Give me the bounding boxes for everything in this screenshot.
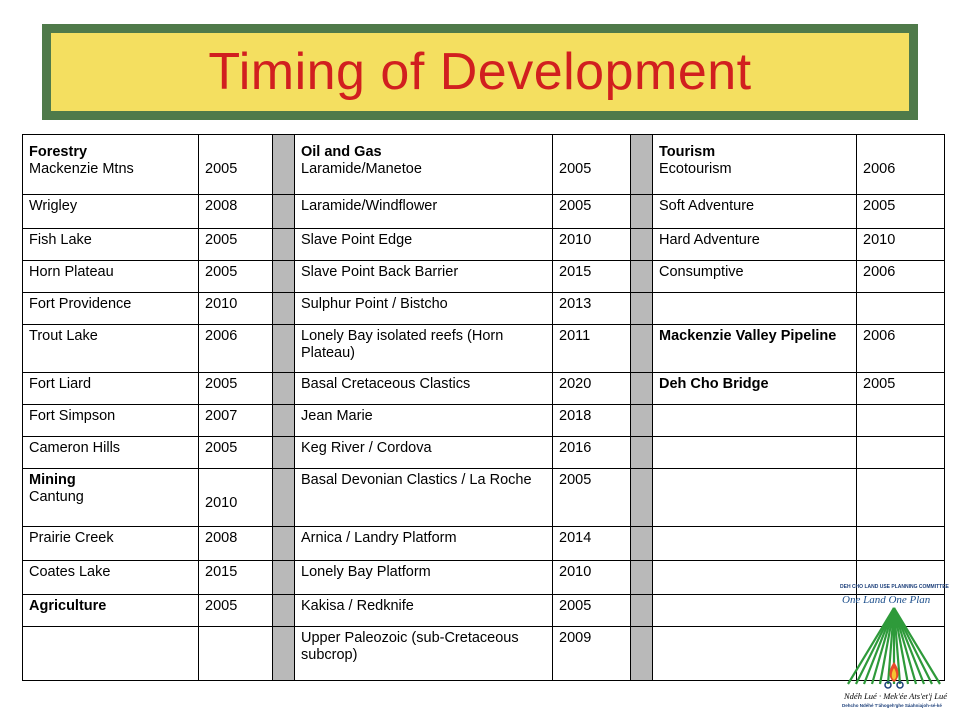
oil-gas-year: 2014	[553, 527, 631, 561]
oil-gas-name: Laramide/Manetoe	[301, 161, 422, 177]
tourism-name: Soft Adventure	[653, 195, 857, 229]
forestry-name: Fort Simpson	[23, 405, 199, 437]
column-separator	[273, 469, 295, 527]
column-separator	[273, 437, 295, 469]
oil-gas-name: Kakisa / Redknife	[295, 595, 553, 627]
agriculture-heading: Agriculture	[23, 595, 199, 627]
table-row	[23, 405, 945, 437]
column-separator	[631, 469, 653, 527]
empty-cell	[857, 437, 945, 469]
forestry-year: 2007	[199, 405, 273, 437]
committee-logo	[836, 584, 954, 716]
column-separator	[631, 261, 653, 293]
forestry-name: Fort Providence	[23, 293, 199, 325]
mining-cell	[23, 469, 199, 527]
oil-gas-year: 2005	[553, 195, 631, 229]
tourism-year: 2006	[863, 161, 896, 177]
forestry-name: Fort Liard	[23, 373, 199, 405]
column-separator	[273, 527, 295, 561]
tourism-heading: Tourism	[659, 144, 716, 160]
mining-name: Cantung	[29, 489, 84, 505]
oil-gas-name: Arnica / Landry Platform	[295, 527, 553, 561]
table-row	[23, 135, 945, 195]
empty-cell	[653, 527, 857, 561]
oil-gas-year: 2015	[553, 261, 631, 293]
empty-cell	[653, 561, 857, 595]
empty-cell	[653, 293, 857, 325]
tourism-year: 2005	[857, 195, 945, 229]
empty-cell	[653, 469, 857, 527]
oil-gas-year: 2020	[553, 373, 631, 405]
column-separator	[631, 373, 653, 405]
empty-cell	[653, 405, 857, 437]
empty-cell	[857, 405, 945, 437]
oil-gas-name: Slave Point Back Barrier	[295, 261, 553, 293]
forestry-name: Trout Lake	[23, 325, 199, 373]
table-row	[23, 325, 945, 373]
oil-gas-heading: Oil and Gas	[301, 144, 382, 160]
table-row	[23, 373, 945, 405]
bridge-year: 2005	[857, 373, 945, 405]
column-separator	[273, 595, 295, 627]
forestry-cell	[23, 135, 199, 195]
oil-gas-name: Sulphur Point / Bistcho	[295, 293, 553, 325]
tourism-name: Consumptive	[653, 261, 857, 293]
table-row	[23, 627, 945, 681]
table-row	[23, 229, 945, 261]
tourism-cell	[653, 135, 857, 195]
forestry-name: Mackenzie Mtns	[29, 161, 134, 177]
development-timing-table	[22, 134, 945, 681]
column-separator	[631, 561, 653, 595]
column-separator	[273, 405, 295, 437]
oil-gas-year: 2005	[559, 161, 592, 177]
forestry-name: Wrigley	[23, 195, 199, 229]
forestry-year: 2006	[199, 325, 273, 373]
column-separator	[273, 561, 295, 595]
oil-gas-name: Slave Point Edge	[295, 229, 553, 261]
table-row	[23, 195, 945, 229]
empty-cell	[199, 627, 273, 681]
mining-heading: Mining	[29, 472, 76, 488]
forestry-name: Horn Plateau	[23, 261, 199, 293]
tourism-name: Hard Adventure	[653, 229, 857, 261]
column-separator	[273, 229, 295, 261]
column-separator	[273, 293, 295, 325]
forestry-year-cell	[199, 135, 273, 195]
empty-cell	[653, 595, 857, 627]
oil-gas-year: 2013	[553, 293, 631, 325]
oil-gas-year: 2011	[553, 325, 631, 373]
oil-gas-year-cell	[553, 135, 631, 195]
oil-gas-year: 2005	[553, 469, 631, 527]
oil-gas-name: Laramide/Windflower	[295, 195, 553, 229]
column-separator	[273, 325, 295, 373]
oil-gas-name: Lonely Bay isolated reefs (Horn Plateau)	[295, 325, 553, 373]
oil-gas-name: Basal Devonian Clastics / La Roche	[295, 469, 553, 527]
empty-cell	[857, 527, 945, 561]
empty-cell	[653, 437, 857, 469]
table-row	[23, 437, 945, 469]
column-separator	[631, 627, 653, 681]
tourism-year: 2006	[857, 261, 945, 293]
empty-cell	[857, 293, 945, 325]
forestry-year: 2005	[199, 229, 273, 261]
mining-year-cell	[199, 469, 273, 527]
bridge-name: Deh Cho Bridge	[653, 373, 857, 405]
column-separator	[273, 195, 295, 229]
column-separator	[631, 405, 653, 437]
mining-year: 2010	[205, 495, 238, 511]
column-separator	[631, 595, 653, 627]
mining-name: Prairie Creek	[23, 527, 199, 561]
column-separator	[273, 135, 295, 195]
column-separator	[273, 373, 295, 405]
oil-gas-cell	[295, 135, 553, 195]
mining-year: 2015	[199, 561, 273, 595]
column-separator	[631, 325, 653, 373]
forestry-name: Fish Lake	[23, 229, 199, 261]
column-separator	[631, 293, 653, 325]
oil-gas-name: Jean Marie	[295, 405, 553, 437]
column-separator	[631, 229, 653, 261]
oil-gas-year: 2005	[553, 595, 631, 627]
logo-slogan-text: One Land One Plan	[842, 594, 931, 606]
column-separator	[631, 135, 653, 195]
mining-year: 2008	[199, 527, 273, 561]
tourism-name: Ecotourism	[659, 161, 732, 177]
oil-gas-name: Keg River / Cordova	[295, 437, 553, 469]
column-separator	[273, 261, 295, 293]
empty-cell	[857, 469, 945, 527]
forestry-year: 2005	[199, 373, 273, 405]
table-row	[23, 293, 945, 325]
logo-subtext: Dehcho Ndéhé T'áhogeh'ghe Sáahniajoh-sé-ké	[842, 703, 942, 708]
pipeline-year: 2006	[857, 325, 945, 373]
forestry-heading: Forestry	[29, 144, 88, 160]
table-row	[23, 261, 945, 293]
oil-gas-year: 2010	[553, 229, 631, 261]
forestry-year: 2005	[199, 261, 273, 293]
column-separator	[631, 437, 653, 469]
oil-gas-year: 2016	[553, 437, 631, 469]
tourism-year: 2010	[857, 229, 945, 261]
table-row	[23, 595, 945, 627]
oil-gas-name: Basal Cretaceous Clastics	[295, 373, 553, 405]
forestry-year: 2005	[205, 161, 238, 177]
column-separator	[273, 627, 295, 681]
pipeline-name: Mackenzie Valley Pipeline	[653, 325, 857, 373]
tourism-year-cell	[857, 135, 945, 195]
mining-name: Coates Lake	[23, 561, 199, 595]
oil-gas-year: 2009	[553, 627, 631, 681]
logo-committee-text: DEH CHO LAND USE PLANNING COMMITTEE	[840, 584, 949, 590]
oil-gas-name: Lonely Bay Platform	[295, 561, 553, 595]
empty-cell	[23, 627, 199, 681]
forestry-name: Cameron Hills	[23, 437, 199, 469]
oil-gas-year: 2018	[553, 405, 631, 437]
title-banner-inner	[51, 33, 909, 111]
empty-cell	[653, 627, 857, 681]
table-row	[23, 561, 945, 595]
oil-gas-year: 2010	[553, 561, 631, 595]
page-title: Timing of Development	[208, 43, 752, 101]
column-separator	[631, 195, 653, 229]
forestry-year: 2008	[199, 195, 273, 229]
agriculture-year: 2005	[199, 595, 273, 627]
logo-motto-text: Ndéh Lué · Mek'ée Ats'et'j Lué	[844, 691, 948, 701]
table-row	[23, 469, 945, 527]
column-separator	[631, 527, 653, 561]
forestry-year: 2005	[199, 437, 273, 469]
oil-gas-name: Upper Paleozoic (sub-Cretaceous subcrop)	[295, 627, 553, 681]
title-banner	[42, 24, 918, 120]
table-row	[23, 527, 945, 561]
forestry-year: 2010	[199, 293, 273, 325]
